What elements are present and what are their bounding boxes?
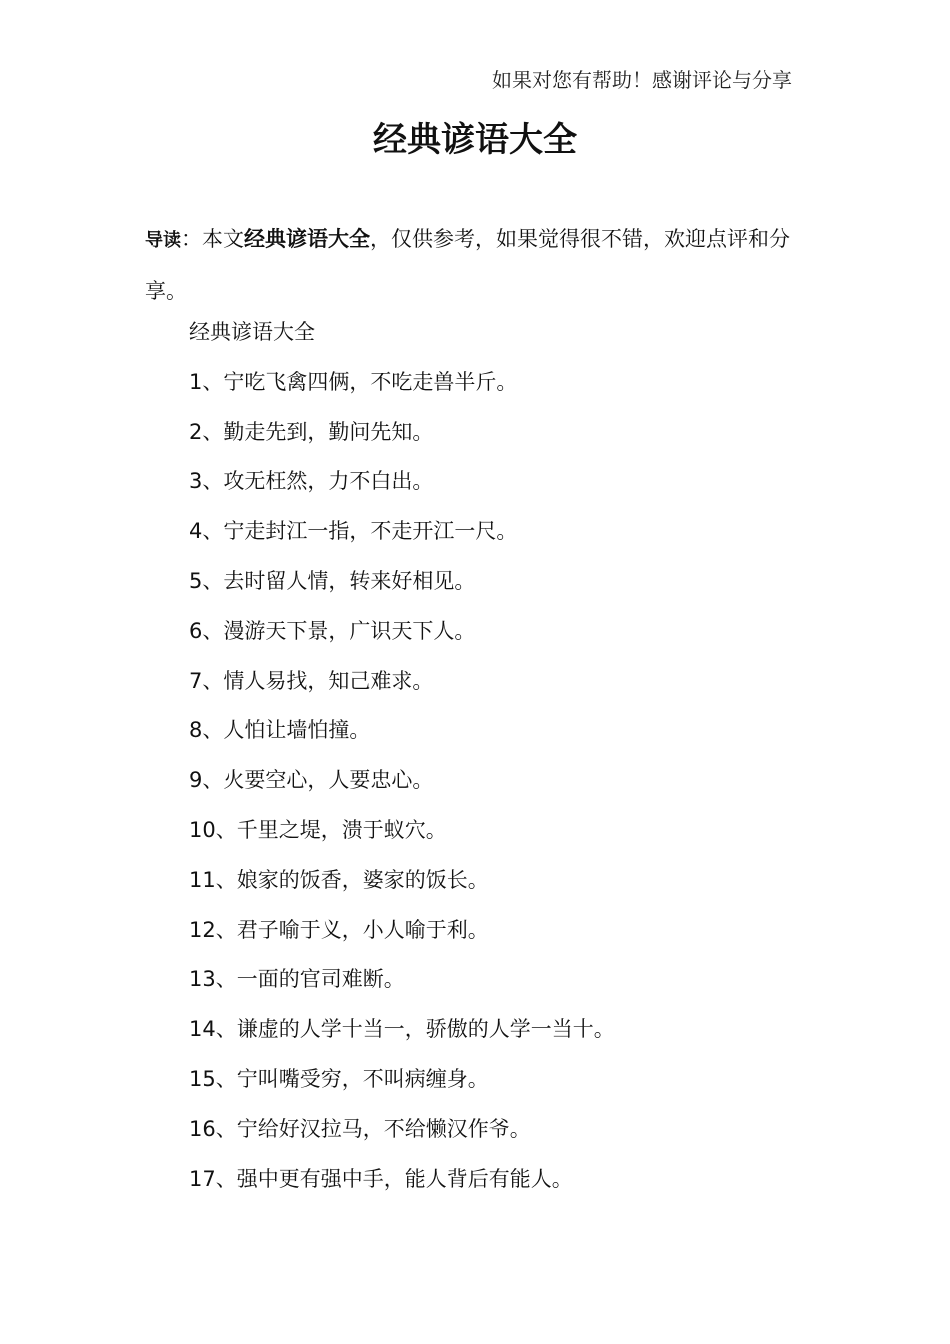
section-title: 经典谚语大全 xyxy=(189,320,315,344)
list-item: 13、一面的官司难断。 xyxy=(189,967,405,992)
list-item: 17、强中更有强中手，能人背后有能人。 xyxy=(189,1166,573,1191)
list-item: 15、宁叫嘴受穷，不叫病缠身。 xyxy=(189,1066,489,1091)
list-item: 11、娘家的饭香，婆家的饭长。 xyxy=(189,867,489,892)
list-item: 2、勤走先到，勤问先知。 xyxy=(189,419,434,444)
list-item: 4、宁走封江一指，不走开江一尺。 xyxy=(189,519,518,544)
intro-prefix: ：本文 xyxy=(181,227,244,251)
proverb-list xyxy=(189,308,829,1204)
header-note: 如果对您有帮助！感谢评论与分享 xyxy=(492,68,792,92)
list-item: 5、去时留人情，转来好相见。 xyxy=(189,568,476,593)
intro-paragraph xyxy=(145,214,825,316)
list-item: 7、情人易找，知己难求。 xyxy=(189,668,434,693)
list-item: 1、宁吃飞禽四俩，不吃走兽半斤。 xyxy=(189,369,518,394)
intro-suffix: ，仅供参考，如果觉得很不错，欢迎点评和分享。 xyxy=(145,227,790,303)
list-item: 8、人怕让墙怕撞。 xyxy=(189,718,371,743)
list-item: 14、谦虚的人学十当一，骄傲的人学一当十。 xyxy=(189,1017,615,1042)
intro-label: 导读 xyxy=(145,230,181,251)
list-item: 9、火要空心，人要忠心。 xyxy=(189,768,434,793)
list-item: 3、攻无枉然，力不白出。 xyxy=(189,469,434,494)
page-title: 经典谚语大全 xyxy=(373,120,577,160)
list-item: 12、君子喻于义，小人喻于利。 xyxy=(189,917,489,942)
intro-bold-title: 经典谚语大全 xyxy=(244,227,370,251)
list-item: 16、宁给好汉拉马，不给懒汉作爷。 xyxy=(189,1116,531,1141)
list-item: 6、漫游天下景，广识天下人。 xyxy=(189,618,476,643)
list-item: 10、千里之堤，溃于蚁穴。 xyxy=(189,817,447,842)
